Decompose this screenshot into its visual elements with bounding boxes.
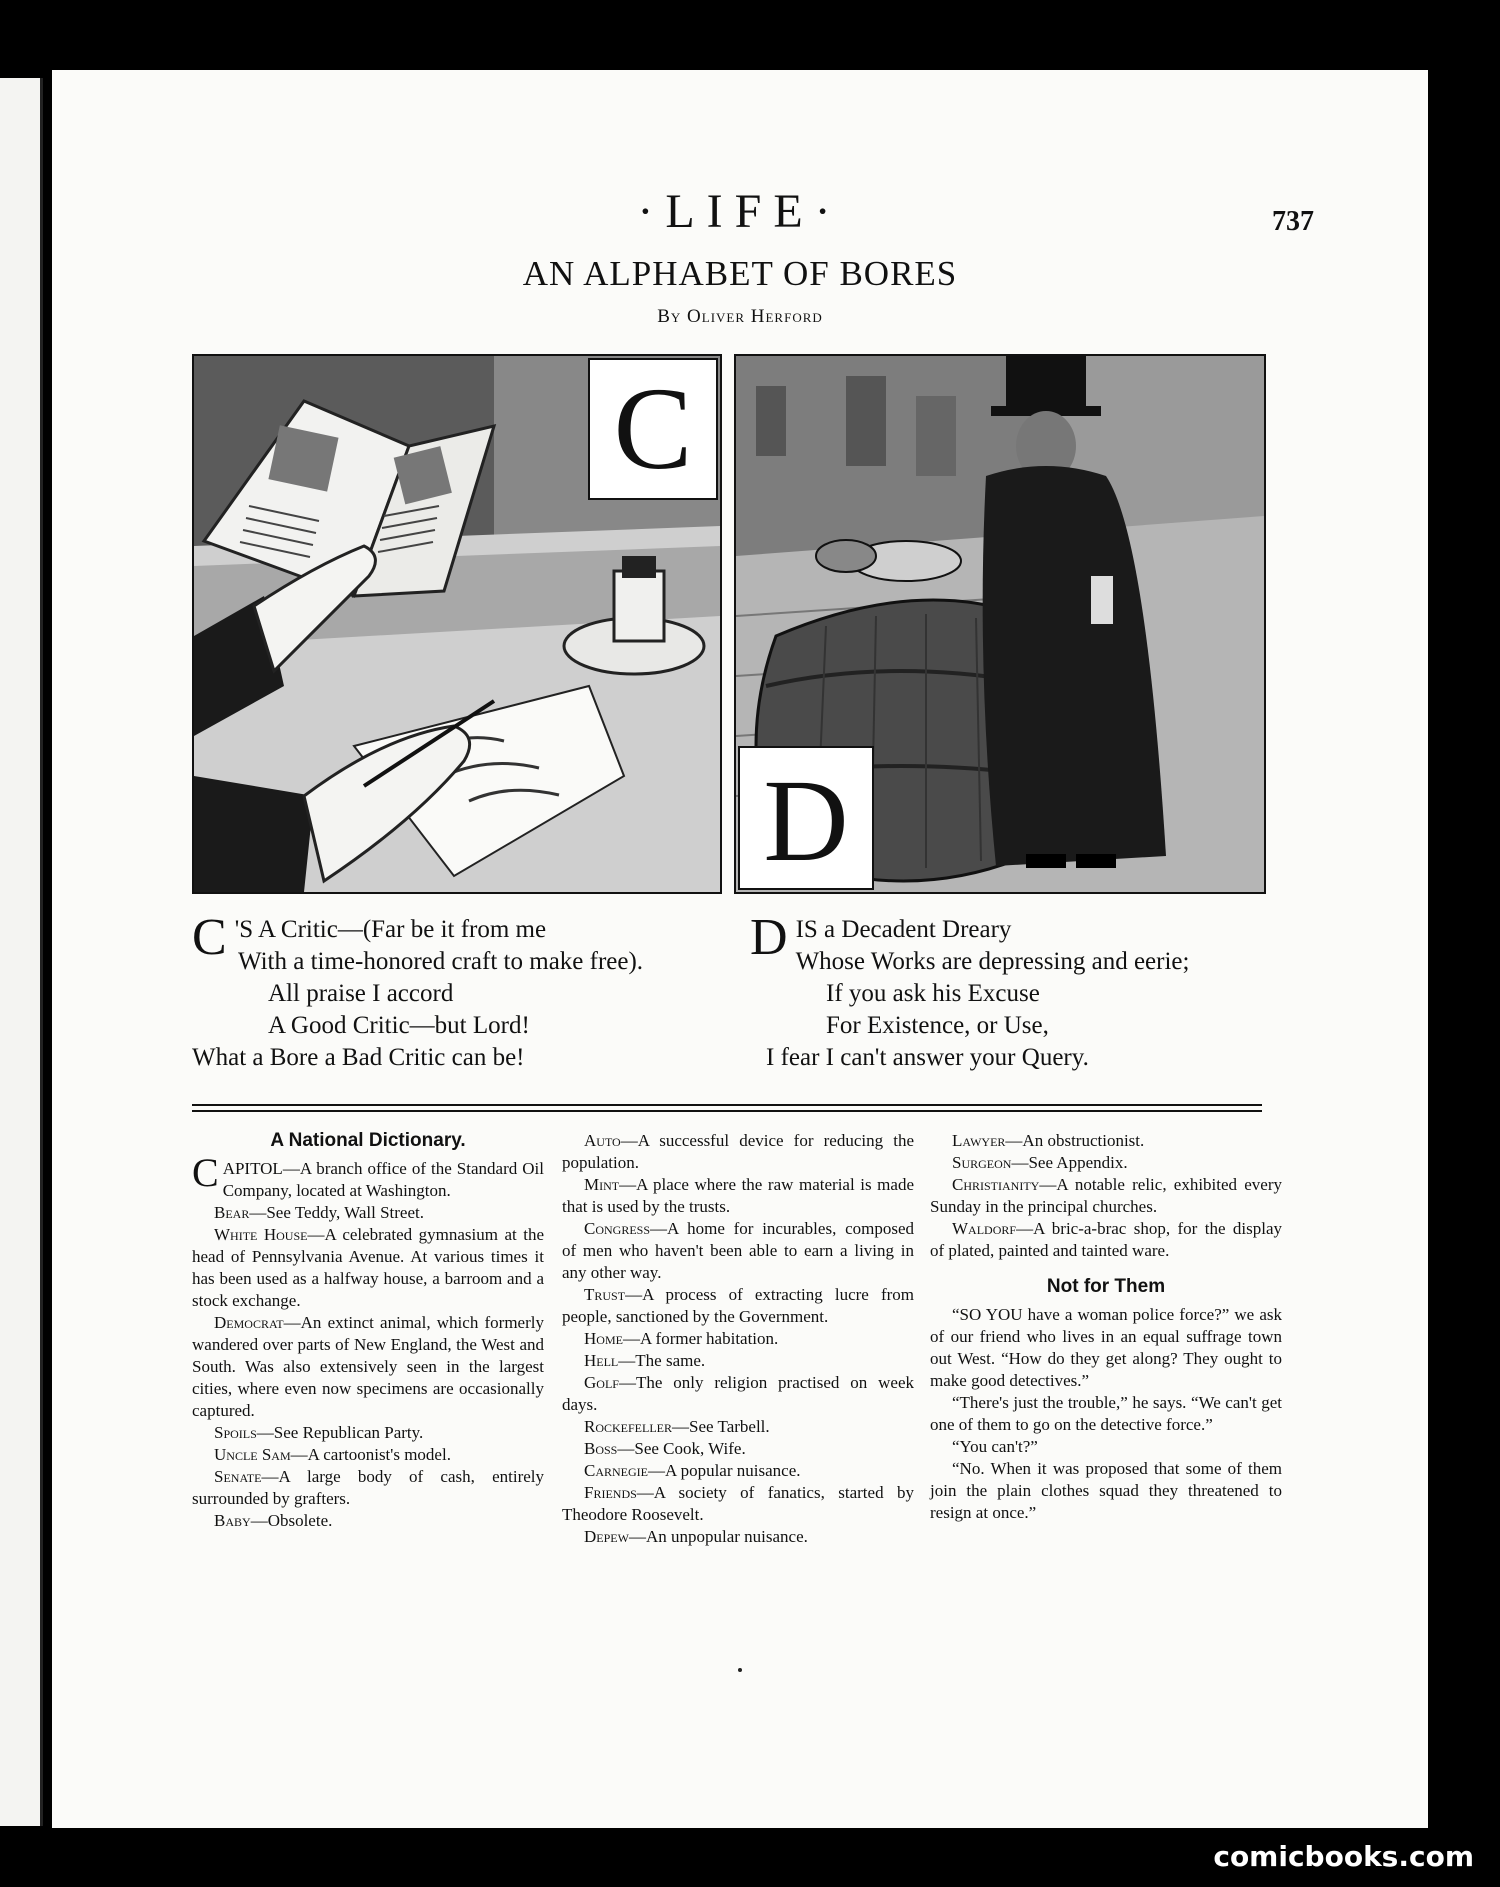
article-title: AN ALPHABET OF BORES (522, 254, 958, 293)
verse-d-line-3: If you ask his Excuse (826, 980, 1040, 1007)
illustration-decadent (734, 354, 1266, 894)
dictionary-entry: Mint—A place where the raw material is made that is used by the trusts. (562, 1175, 914, 1216)
not-for-them-heading: Not for Them (1046, 1276, 1166, 1297)
dictionary-column-3 (930, 1130, 1282, 1524)
verse-d-line-1: IS a Decadent Dreary (795, 916, 1012, 943)
dictionary-entry: Auto—A successful device for reducing the population. (562, 1131, 914, 1172)
verse-d-line-2: Whose Works are depressing and eerie; (795, 948, 1190, 975)
facing-page-edge (0, 78, 43, 1826)
byline: By Oliver Herford (657, 306, 823, 327)
dictionary-entry: Friends—A society of fanatics, started by Theodore Roosevelt. (562, 1483, 914, 1524)
dictionary-entry: Senate—A large body of cash, entirely surrounded by grafters. (192, 1467, 544, 1508)
verse-c-dropcap: C (192, 909, 227, 966)
dictionary-entry: Home—A former habitation. (584, 1329, 779, 1348)
verse-c-line-5: What a Bore a Bad Critic can be! (192, 1044, 525, 1071)
dictionary-heading: A National Dictionary. (270, 1130, 466, 1151)
dictionary-column-1 (192, 1130, 544, 1532)
dictionary-entry: CAPITOL—A branch office of the Standard Oil Company, located at Washington. (192, 1150, 544, 1200)
verse-c-line-4: A Good Critic—but Lord! (268, 1012, 530, 1039)
verse-d-dropcap: D (750, 909, 788, 966)
verse-c-line-1: 'S A Critic—(Far be it from me (234, 916, 547, 943)
verse-c-line-2: With a time-honored craft to make free). (238, 948, 644, 975)
dictionary-entry: Congress—A home for incurables, composed of men who haven't been able to earn a living in any other way. (562, 1219, 914, 1282)
dictionary-entry: Surgeon—See Appendix. (952, 1153, 1128, 1172)
dictionary-entry: Lawyer—An obstructionist. (952, 1131, 1145, 1150)
dictionary-entry: Trust—A process of extracting lucre from people, sanctioned by the Government. (562, 1285, 914, 1326)
illustration-critic (192, 354, 722, 894)
dictionary-entry: Golf—The only religion practised on week days. (562, 1373, 914, 1414)
dictionary-entry: White House—A celebrated gymnasium at the head of Pennsylvania Avenue. At various times it has been used as a halfway house, a barroom and a stock exchange. (192, 1225, 545, 1310)
verse-c-line-3: All praise I accord (268, 980, 454, 1007)
section-rule-bottom (192, 1110, 1262, 1112)
drop-letter-d: D (738, 746, 874, 890)
dictionary-entry: Spoils—See Republican Party. (214, 1423, 424, 1442)
dictionary-entry: Depew—An unpopular nuisance. (584, 1527, 808, 1546)
page-number: 737 (1272, 206, 1314, 237)
verse-decadent (750, 909, 1290, 1074)
verse-d-line-4: For Existence, or Use, (826, 1012, 1049, 1039)
story-paragraph: “You can't?” (952, 1437, 1038, 1456)
story-paragraph: “There's just the trouble,” he says. “We can't get one of them to go on the detective force.” (930, 1393, 1282, 1434)
magazine-page (52, 70, 1428, 1828)
dictionary-entry: Baby—Obsolete. (214, 1511, 333, 1530)
dictionary-entry: Boss—See Cook, Wife. (584, 1439, 746, 1458)
dictionary-entry: Rockefeller—See Tarbell. (584, 1417, 770, 1436)
drop-letter-c: C (588, 358, 718, 500)
story-paragraph: “No. When it was proposed that some of them join the plain clothes squad they threatened to resign at once.” (930, 1459, 1282, 1522)
dictionary-entry: Bear—See Teddy, Wall Street. (214, 1203, 424, 1222)
verse-d-line-5: I fear I can't answer your Query. (766, 1044, 1089, 1071)
dictionary-entry: Uncle Sam—A cartoonist's model. (214, 1445, 451, 1464)
dictionary-entry: Christianity—A notable relic, exhibited every Sunday in the principal churches. (930, 1175, 1282, 1216)
print-speck (738, 1668, 742, 1672)
verse-critic (192, 909, 732, 1074)
dictionary-column-2 (562, 1130, 914, 1548)
dictionary-entry: Hell—The same. (584, 1351, 706, 1370)
section-rule-top (192, 1104, 1262, 1106)
dictionary-entry: Carnegie—A popular nuisance. (584, 1461, 801, 1480)
dictionary-entry: Waldorf—A bric-a-brac shop, for the display of plated, painted and tainted ware. (930, 1219, 1282, 1260)
site-watermark: comicbooks.com (1213, 1840, 1474, 1873)
dictionary-entry: Democrat—An extinct animal, which formerly wandered over parts of New England, the West and South. Was also extensively seen in the largest cities, where even now specimens are occasionally captured. (192, 1313, 544, 1420)
story-paragraph: “SO YOU have a woman police force?” we ask of our friend who lives in an equal suffrage town out West. “How do they get along? They ought to make good detectives.” (930, 1305, 1282, 1390)
masthead: ·LIFE· (637, 185, 843, 238)
